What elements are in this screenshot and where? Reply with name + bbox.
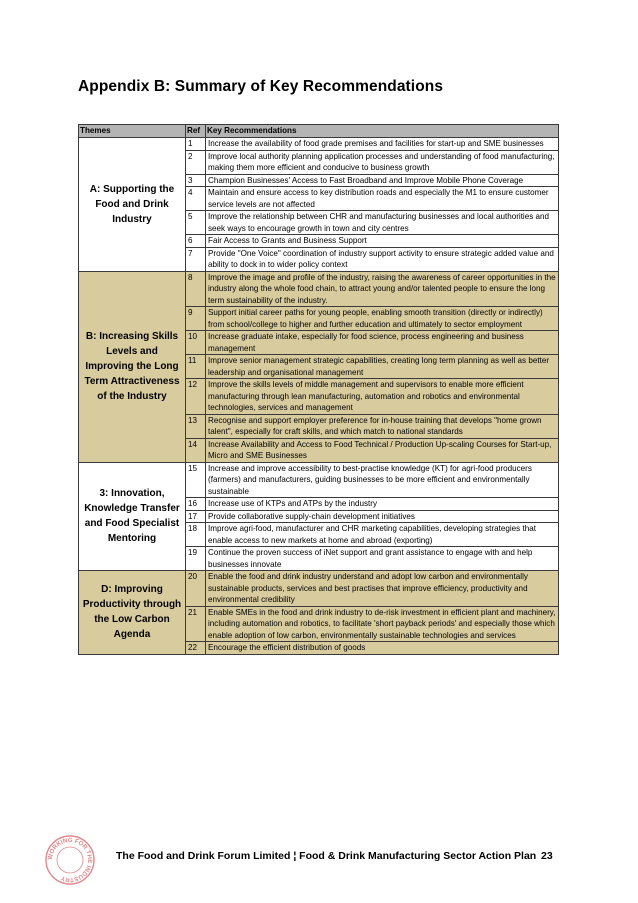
ref-cell: 16	[186, 498, 206, 511]
page-number: 23	[541, 850, 553, 862]
ref-cell: 8	[186, 271, 206, 307]
ref-cell: 6	[186, 235, 206, 248]
recommendation-cell: Increase Availability and Access to Food Technical / Production Up-scaling Courses for Start-up, Micro and SME Businesses	[206, 438, 559, 462]
table-header-row	[79, 125, 559, 138]
ref-cell: 13	[186, 414, 206, 438]
ref-cell: 17	[186, 510, 206, 523]
table-row	[79, 138, 559, 151]
recommendation-cell: Increase graduate intake, especially for food science, process engineering and business management	[206, 331, 559, 355]
header-themes: Themes	[79, 125, 186, 138]
recommendation-cell: Improve local authority planning application processes and understanding of food manufacturing, making them more efficient and conducive to business growth	[206, 150, 559, 174]
industry-seal-icon	[44, 834, 96, 886]
page-title: Appendix B: Summary of Key Recommendations	[78, 78, 444, 95]
ref-cell: 19	[186, 547, 206, 571]
recommendation-cell: Increase the availability of food grade premises and facilities for start-up and SME businesses	[206, 138, 559, 151]
header-ref: Ref	[186, 125, 206, 138]
ref-cell: 11	[186, 355, 206, 379]
recommendation-cell: Recognise and support employer preference for in-house training that develops "home grown talent", especially for craft skills, and which match to national standards	[206, 414, 559, 438]
recommendation-cell: Enable the food and drink industry understand and adopt low carbon and environmentally sustainable products, services and best practises that improve efficiency, productivity and environmental credibility	[206, 571, 559, 607]
ref-cell: 18	[186, 523, 206, 547]
ref-cell: 10	[186, 331, 206, 355]
recommendation-cell: Improve senior management strategic capabilities, creating long term planning as well as better leadership and organisational management	[206, 355, 559, 379]
ref-cell: 2	[186, 150, 206, 174]
svg-text:WORKING FOR THE INDUSTRY: WORKING FOR THE INDUSTRY	[46, 836, 94, 884]
recommendation-cell: Provide collaborative supply-chain development initiatives	[206, 510, 559, 523]
recommendation-cell: Increase use of KTPs and ATPs by the industry	[206, 498, 559, 511]
recommendation-cell: Improve the image and profile of the industry, raising the awareness of career opportunities in the industry along the whole food chain, to attract young and/or talented people to ensure the long term sustainability of the industry.	[206, 271, 559, 307]
theme-cell: D: Improving Productivity through the Low Carbon Agenda	[79, 571, 186, 655]
recommendation-cell: Fair Access to Grants and Business Support	[206, 235, 559, 248]
recommendation-cell: Improve the relationship between CHR and manufacturing businesses and local authorities and seek ways to encourage growth in town and city centres	[206, 211, 559, 235]
theme-cell: A: Supporting the Food and Drink Industry	[79, 138, 186, 272]
header-key-recommendations: Key Recommendations	[206, 125, 559, 138]
theme-cell: B: Increasing Skills Levels and Improving the Long Term Attractiveness of the Industry	[79, 271, 186, 462]
theme-cell: 3: Innovation, Knowledge Transfer and Food Specialist Mentoring	[79, 462, 186, 571]
recommendation-cell: Provide "One Voice" coordination of industry support activity to ensure strategic added value and ability to dock in to wider policy context	[206, 247, 559, 271]
table-body	[79, 138, 559, 655]
ref-cell: 21	[186, 606, 206, 642]
ref-cell: 4	[186, 187, 206, 211]
ref-cell: 14	[186, 438, 206, 462]
recommendation-cell: Enable SMEs in the food and drink industry to de-risk investment in efficient plant and machinery, including automation and robotics, to facilitate 'short payback periods' and especially those which enable adoption of low carbon, environmentally sustainable technologies and services	[206, 606, 559, 642]
ref-cell: 20	[186, 571, 206, 607]
recommendation-cell: Maintain and ensure access to key distribution roads and especially the M1 to ensure customer service levels are not affected	[206, 187, 559, 211]
footer-text: The Food and Drink Forum Limited ¦ Food & Drink Manufacturing Sector Action Plan	[116, 850, 537, 862]
recommendation-cell: Encourage the efficient distribution of goods	[206, 642, 559, 655]
page-footer	[0, 836, 638, 886]
ref-cell: 15	[186, 462, 206, 498]
ref-cell: 5	[186, 211, 206, 235]
table-row	[79, 271, 559, 307]
recommendation-cell: Improve the skills levels of middle management and supervisors to enable more efficient manufacturing through lean manufacturing, automation and robotics and environmental technologies, services and management	[206, 379, 559, 415]
recommendation-cell: Support initial career paths for young people, enabling smooth transition (directly or indirectly) from school/college to higher and further education and ultimately to sector employment	[206, 307, 559, 331]
ref-cell: 3	[186, 174, 206, 187]
ref-cell: 12	[186, 379, 206, 415]
ref-cell: 9	[186, 307, 206, 331]
ref-cell: 22	[186, 642, 206, 655]
table-row	[79, 462, 559, 498]
recommendation-cell: Continue the proven success of iNet support and grant assistance to engage with and help businesses innovate	[206, 547, 559, 571]
recommendations-table	[78, 124, 559, 655]
recommendation-cell: Champion Businesses' Access to Fast Broadband and Improve Mobile Phone Coverage	[206, 174, 559, 187]
ref-cell: 7	[186, 247, 206, 271]
table-row	[79, 571, 559, 607]
recommendation-cell: Improve agri-food, manufacturer and CHR marketing capabilities, developing strategies that enable access to new markets at home and abroad (exporting)	[206, 523, 559, 547]
ref-cell: 1	[186, 138, 206, 151]
recommendation-cell: Increase and improve accessibility to best-practise knowledge (KT) for agri-food producers (farmers) and manufacturers, guiding businesses to be more efficient and environmentally sustainable	[206, 462, 559, 498]
